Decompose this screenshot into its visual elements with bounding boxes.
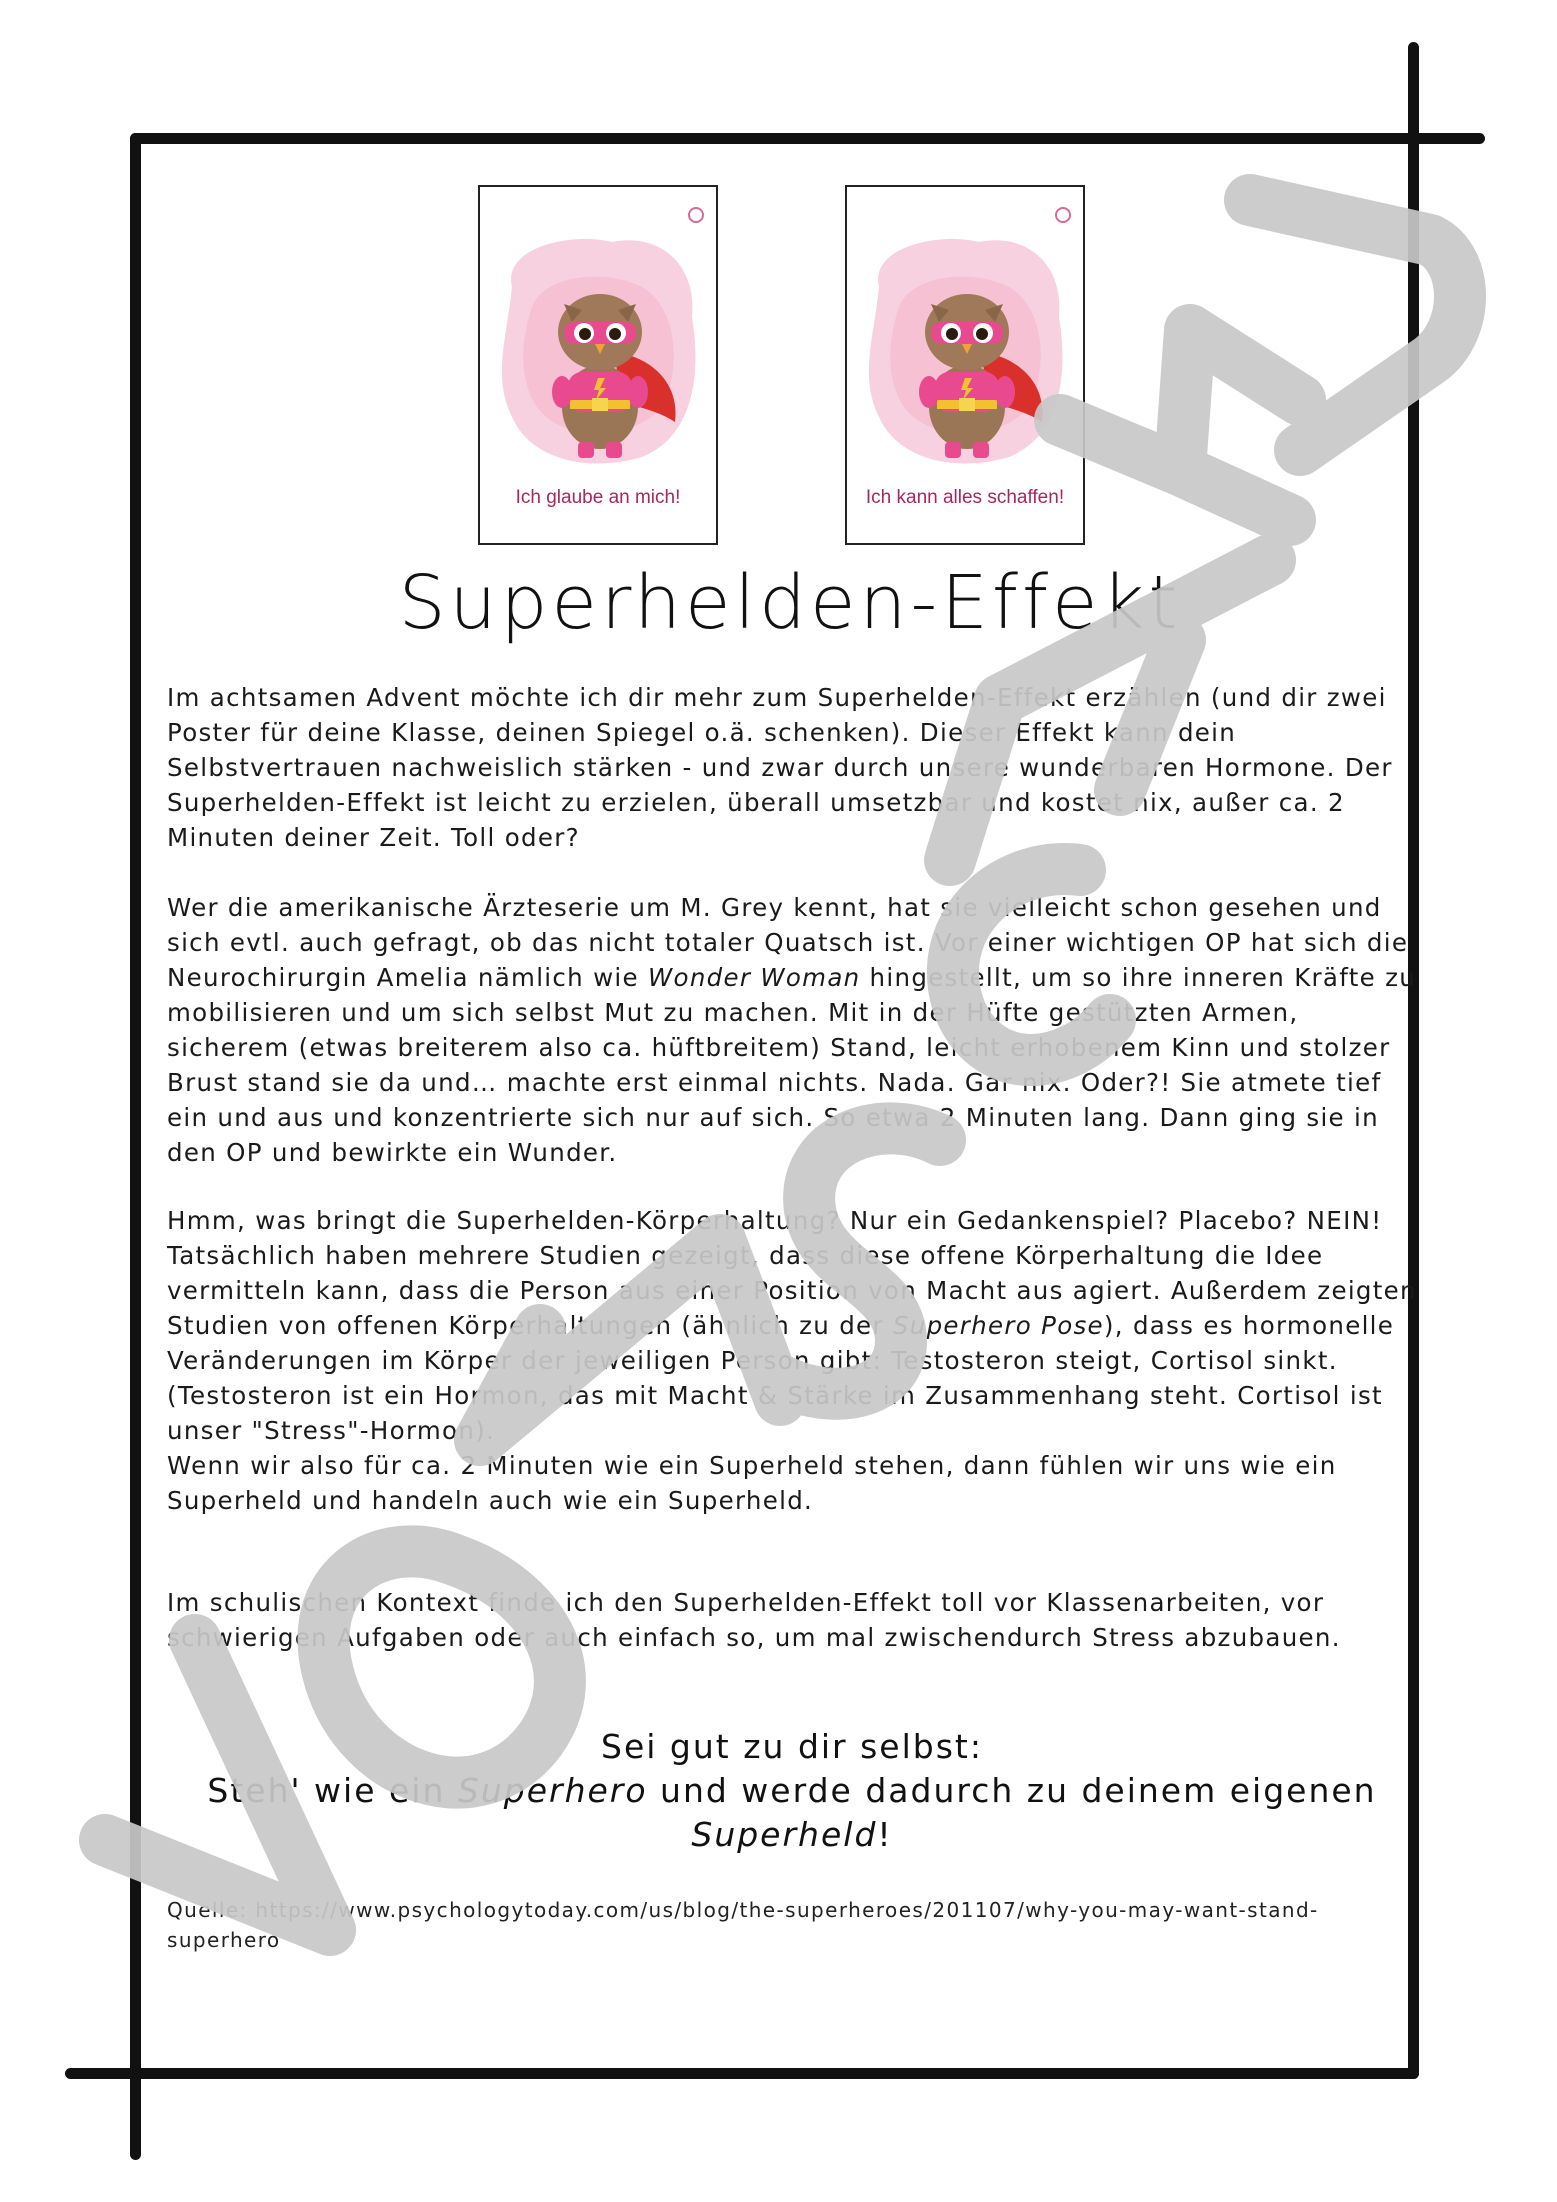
source-citation: Quelle: https://www.psychologytoday.com/us/blog/the-superheroes/201107/why-you-may-want-stand-superhero	[167, 1898, 1319, 1952]
science-text-a: Hmm, was bringt die Superhelden-Körperhaltung? Nur ein Gedankenspiel? Placebo? NEIN! Tatsächlich haben mehrere Studien gezeigt, dass diese offene Körperhaltung die Idee vermitteln kann, dass die Person aus einer Position von Macht aus agiert. Außerdem zeigten Studien von offenen Körperhaltungen (ähnlich zu der	[167, 1206, 1417, 1340]
closing-line-2	[167, 1769, 1417, 1813]
intro-paragraph: Im achtsamen Advent möchte ich dir mehr zum Superhelden-Effekt erzählen (und dir zwei Poster für deine Klasse, deinen Spiegel o.ä. schenken). Dieser Effekt kann dein Selbstvertrauen nachweislich stärken - und zwar durch unsere wunderbaren Hormone. Der Superhelden-Effekt ist leicht zu erzielen, überall umsetzbar und kostet nix, außer ca. 2 Minuten deiner Zeit. Toll oder?	[167, 683, 1393, 852]
story-emphasis: Wonder Woman	[648, 963, 861, 992]
frame-bottom-line	[65, 2068, 1419, 2079]
closing-line-3	[167, 1813, 1417, 1857]
closing-emphasis: Superhero	[457, 1771, 648, 1810]
superhero-owl-illustration	[520, 282, 680, 462]
science-emphasis: Superhero Pose	[892, 1311, 1104, 1340]
closing-emphasis-2: Superheld	[691, 1815, 878, 1854]
story-text-a: Wer die amerikanische Ärzteserie um M. Grey kennt, hat sie vielleicht schon gesehen und sich evtl. auch gefragt, ob das nicht totaler Quatsch ist. Vor einer wichtigen OP hat sich die Neurochirurgin Amelia nämlich wie	[167, 893, 1409, 992]
story-paragraph	[167, 890, 1417, 1170]
circle-icon	[1055, 207, 1071, 223]
poster-card	[478, 185, 718, 545]
closing-text-b: und werde dadurch zu deinem eigenen	[647, 1771, 1377, 1810]
frame-top-line	[130, 133, 1485, 144]
school-paragraph: Im schulischen Kontext finde ich den Superhelden-Effekt toll vor Klassenarbeiten, vor schwierigen Aufgaben oder auch einfach so, um mal zwischendurch Stress abzubauen.	[167, 1588, 1341, 1652]
science-text-c: Wenn wir also für ca. 2 Minuten wie ein Superheld stehen, dann fühlen wir uns wie ein Superheld und handeln auch wie ein Superheld.	[167, 1451, 1337, 1515]
frame-left-line	[130, 133, 141, 2160]
poster-caption: Ich glaube an mich!	[515, 487, 681, 508]
science-text-b: ), dass es hormonelle Veränderungen im Körper der jeweiligen Person gibt: Testosteron steigt, Cortisol sinkt. (Testosteron ist ein Hormon, das mit Macht & Stärke im Zusammenhang steht. Cortisol ist unser "Stress"-Hormon).	[167, 1311, 1395, 1445]
poster-card	[845, 185, 1085, 545]
closing-text-a: Steh' wie ein	[207, 1771, 458, 1810]
poster-caption: Ich kann alles schaffen!	[865, 487, 1065, 508]
closing-line-1: Sei gut zu dir selbst:	[601, 1727, 983, 1766]
science-paragraph	[167, 1203, 1417, 1518]
circle-icon	[688, 207, 704, 223]
page-title: Superhelden-Effekt	[398, 560, 1182, 646]
story-text-b: hingestellt, um so ihre inneren Kräfte zu mobilisieren und um sich selbst Mut zu machen. Mit in der Hüfte gestützten Armen, sicherem (etwas breiterem also ca. hüftbreitem) Stand, leicht erhobenem Kinn und stolzer Brust stand sie da und… machte erst einmal nichts. Nada. Gar nix. Oder?! Sie atmete tief ein und aus und konzentrierte sich nur auf sich. So etwa 2 Minuten lang. Dann ging sie in den OP und bewirkte ein Wunder.	[167, 963, 1417, 1167]
closing-quote	[167, 1725, 1417, 1857]
superhero-owl-illustration	[887, 282, 1047, 462]
closing-text-c: !	[877, 1815, 893, 1854]
